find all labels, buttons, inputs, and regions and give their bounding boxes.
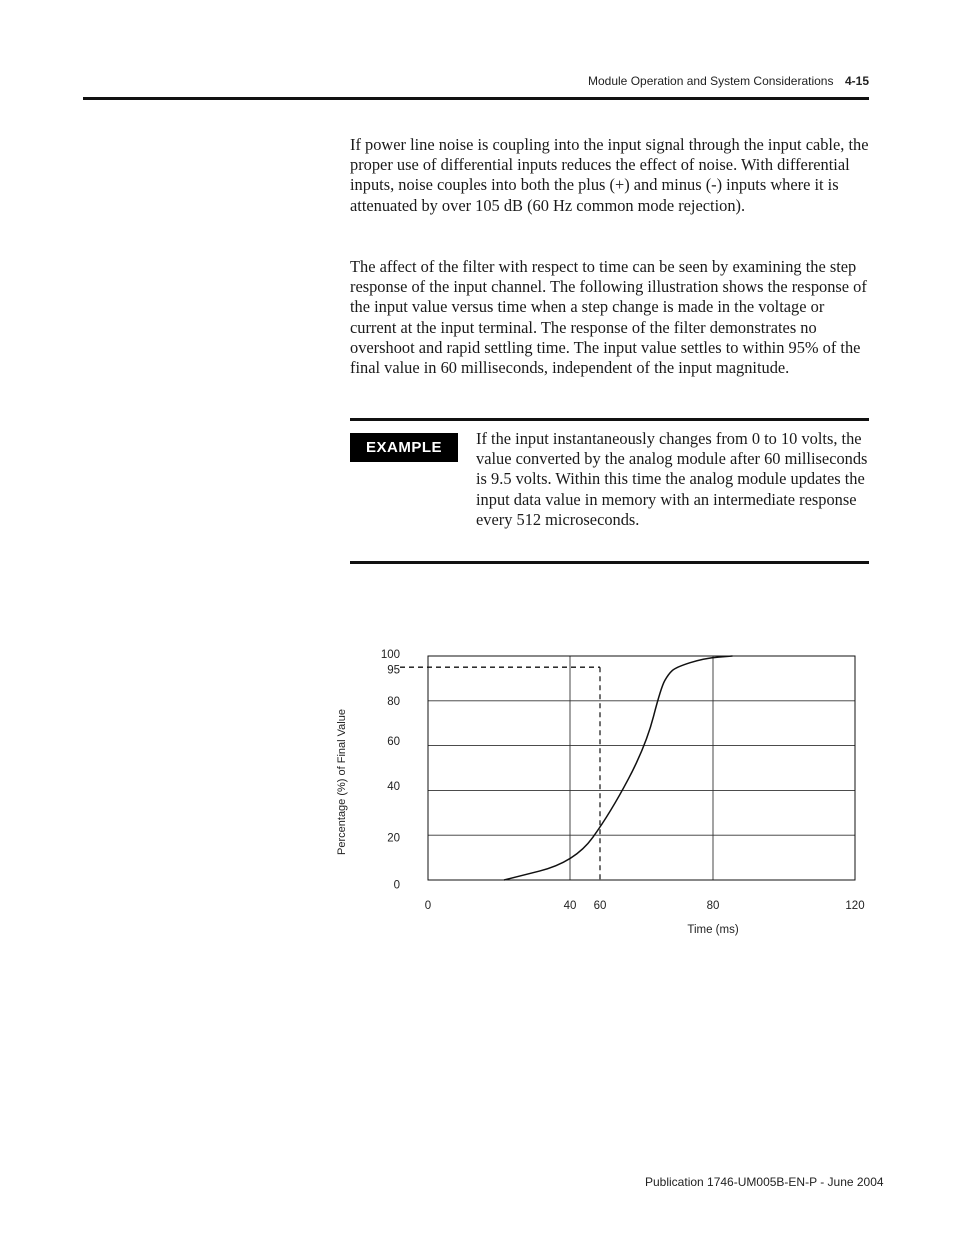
chart-grid (428, 656, 855, 880)
header-rule (83, 97, 869, 100)
body-paragraph-filter: The affect of the filter with respect to time can be seen by examining the step response of the input channel. The following illustration shows the response of the input value versus time when a step change is made in the voltage or current at the input terminal. The response of the filter demonstrates no overshoot and rapid settling time. The input value settles to within 95% of the final value in 60 milliseconds, independent of the input magnitude. (350, 257, 867, 378)
example-label: EXAMPLE (350, 433, 458, 462)
x-tick-label: 40 (563, 900, 577, 912)
plot-area-frame (428, 656, 855, 880)
x-tick-label: 60 (593, 900, 607, 912)
y-tick-label: 0 (393, 879, 400, 892)
y-tick-label: 40 (387, 780, 400, 793)
x-tick-label: 0 (424, 900, 432, 912)
y-tick-label: 80 (387, 695, 400, 708)
y-tick-label: 20 (387, 832, 400, 845)
x-tick-label: 80 (706, 900, 720, 912)
example-rule-top (350, 418, 869, 421)
x-axis-label: Time (ms) (687, 924, 739, 936)
running-header-title: Module Operation and System Considerations (588, 74, 834, 88)
x-axis-ticks (425, 900, 865, 912)
body-paragraph-noise: If power line noise is coupling into the input signal through the input cable, the proper use of differential inputs reduces the effect of noise. With differential inputs, noise couples into both the plus (+) and minus (-) inputs where it is attenuated by over 105 dB (60 Hz common mode rejection). (350, 135, 869, 215)
step-response-chart (320, 640, 880, 950)
footer-publication: Publication 1746-UM005B-EN-P - June 2004 (645, 1175, 884, 1189)
example-text: If the input instantaneously changes from 0 to 10 volts, the value converted by the analog module after 60 milliseconds is 9.5 volts. Within this time the analog module updates the input data value in memory with an intermediate response every 512 microseconds. (476, 429, 868, 529)
y-tick-label: 60 (387, 736, 400, 749)
example-rule-bottom (350, 561, 869, 564)
page-number: 4-15 (845, 74, 870, 88)
x-tick-label: 120 (845, 900, 865, 912)
y-tick-label: 95 (387, 664, 400, 677)
y-tick-label: 100 (380, 648, 400, 661)
y-axis-ticks (381, 649, 400, 892)
y-axis-label: Percentage (%) of Final Value (336, 709, 348, 855)
step-response-curve (504, 656, 733, 880)
